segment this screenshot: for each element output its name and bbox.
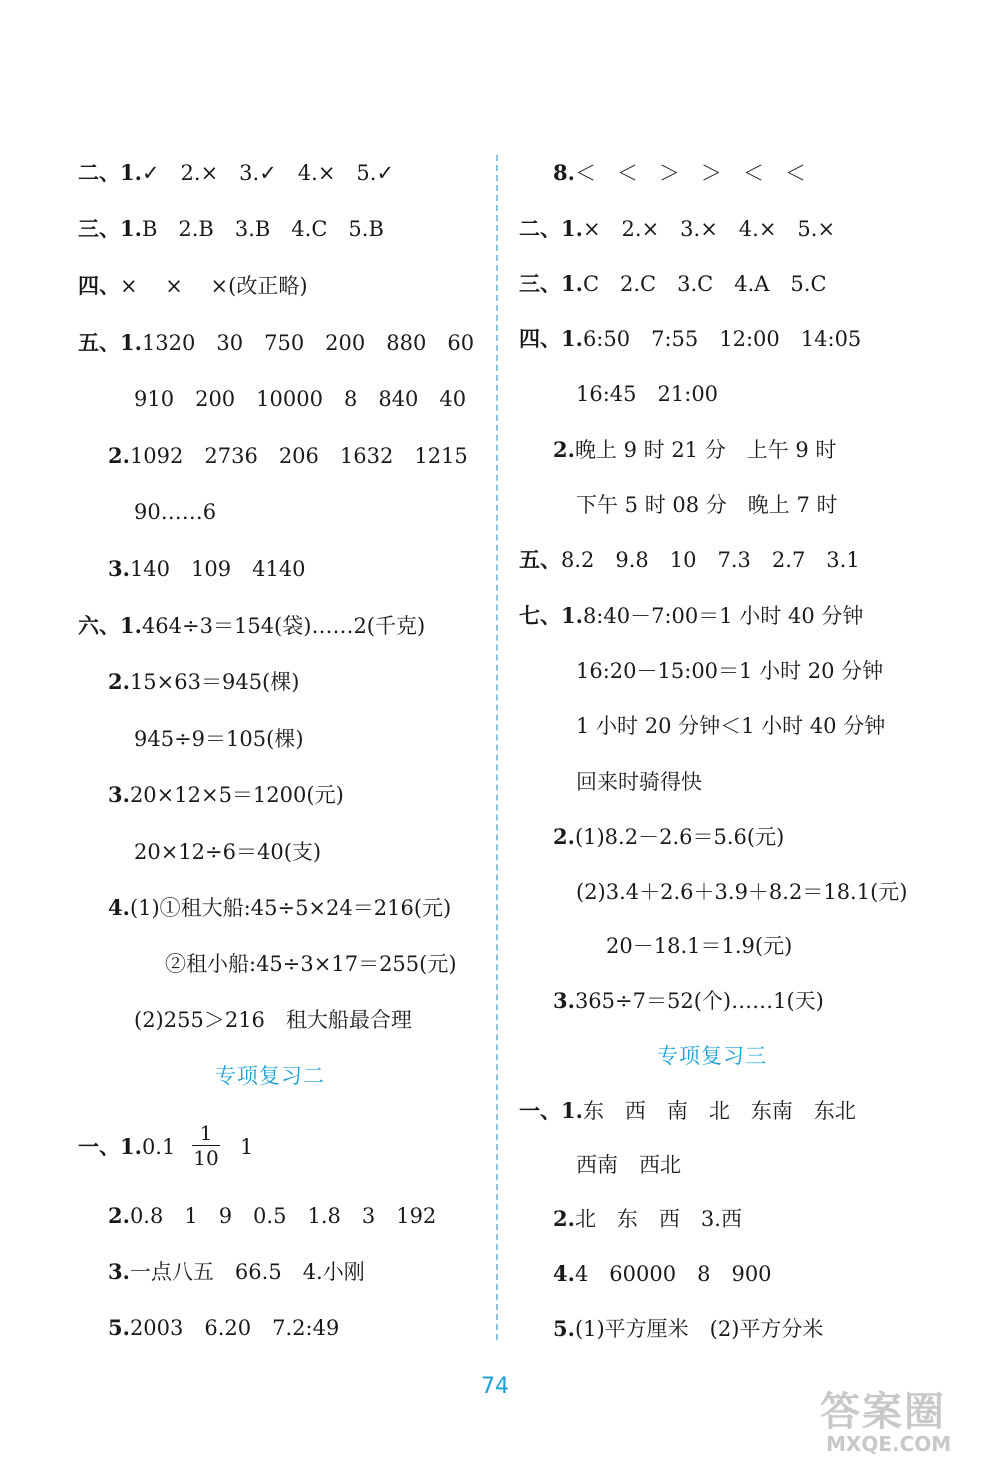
column-divider xyxy=(496,155,498,1340)
answer-line: 五、1.1320 30 750 200 880 60 xyxy=(78,330,475,355)
watermark-logo: 答案圈 xyxy=(820,1389,946,1435)
answer-line: 三、1.B 2.B 3.B 4.C 5.B xyxy=(78,216,384,241)
answer-line: 90……6 xyxy=(134,500,217,524)
fraction xyxy=(192,1122,220,1169)
answer-line: 一、1.0.1 xyxy=(78,1134,176,1159)
section-title-review-three: 专项复习三 xyxy=(657,1044,767,1068)
answer-line-tail: 1 xyxy=(240,1135,254,1159)
answer-line: 3.一点八五 66.5 4.小刚 xyxy=(108,1259,365,1284)
answer-line: 下午 5 时 08 分 晚上 7 时 xyxy=(576,493,838,517)
answer-line: 一、1.东 西 南 北 东南 东北 xyxy=(519,1098,856,1123)
answer-line: 2.晚上 9 时 21 分 上午 9 时 xyxy=(553,437,837,462)
answer-line: 1 小时 20 分钟＜1 小时 40 分钟 xyxy=(576,714,886,738)
answer-line: 四、× × ×(改正略) xyxy=(78,273,308,298)
fraction-denominator: 10 xyxy=(193,1146,219,1170)
answer-line: 945÷9＝105(棵) xyxy=(134,727,304,751)
answer-line: ②租小船:45÷3×17＝255(元) xyxy=(165,952,457,976)
answer-line: 20－18.1＝1.9(元) xyxy=(606,934,793,958)
page-number: 74 xyxy=(481,1374,509,1399)
answer-line: 西南 西北 xyxy=(576,1153,681,1177)
answer-line: 16:45 21:00 xyxy=(576,382,719,406)
answer-line: 4.4 60000 8 900 xyxy=(553,1261,772,1286)
answer-line: 三、1.C 2.C 3.C 4.A 5.C xyxy=(519,271,827,296)
answer-line: 五、8.2 9.8 10 7.3 2.7 3.1 xyxy=(519,547,860,572)
answer-line: (2)3.4＋2.6＋3.9＋8.2＝18.1(元) xyxy=(576,880,908,904)
answer-line: 四、1.6:50 7:55 12:00 14:05 xyxy=(519,326,862,351)
answer-line: 七、1.8:40－7:00＝1 小时 40 分钟 xyxy=(519,603,864,628)
answer-line: 3.365÷7＝52(个)……1(天) xyxy=(553,988,824,1013)
answer-line: 2.1092 2736 206 1632 1215 xyxy=(108,443,468,468)
answer-line: 2.(1)8.2－2.6＝5.6(元) xyxy=(553,824,785,849)
answer-line: (2)255＞216 租大船最合理 xyxy=(134,1008,412,1032)
answer-line: 二、1.× 2.× 3.× 4.× 5.× xyxy=(519,216,836,241)
section-title-review-two: 专项复习二 xyxy=(215,1064,325,1088)
answer-line: 2.15×63＝945(棵) xyxy=(108,669,300,694)
answer-line: 回来时骑得快 xyxy=(576,770,702,794)
answer-line: 8.＜ ＜ ＞ ＞ ＜ ＜ xyxy=(553,160,806,185)
watermark xyxy=(820,1380,990,1460)
answer-line: 910 200 10000 8 840 40 xyxy=(134,387,467,411)
answer-line: 3.140 109 4140 xyxy=(108,556,306,581)
answer-line: 六、1.464÷3＝154(袋)……2(千克) xyxy=(78,613,426,638)
answer-line: 5.(1)平方厘米 (2)平方分米 xyxy=(553,1316,824,1341)
answer-line: 二、1.✓ 2.× 3.✓ 4.× 5.✓ xyxy=(78,160,395,185)
answer-line: 2.北 东 西 3.西 xyxy=(553,1206,742,1231)
answer-line: 2.0.8 1 9 0.5 1.8 3 192 xyxy=(108,1203,437,1228)
answer-line: 4.(1)①租大船:45÷5×24＝216(元) xyxy=(108,895,452,920)
answer-line: 3.20×12×5＝1200(元) xyxy=(108,782,344,807)
watermark-url: MXQE.COM xyxy=(826,1432,952,1456)
answer-line: 5.2003 6.20 7.2:49 xyxy=(108,1315,340,1340)
fraction-numerator: 1 xyxy=(192,1122,220,1146)
answer-line: 20×12÷6＝40(支) xyxy=(134,840,322,864)
answer-line: 16:20－15:00＝1 小时 20 分钟 xyxy=(576,659,884,683)
